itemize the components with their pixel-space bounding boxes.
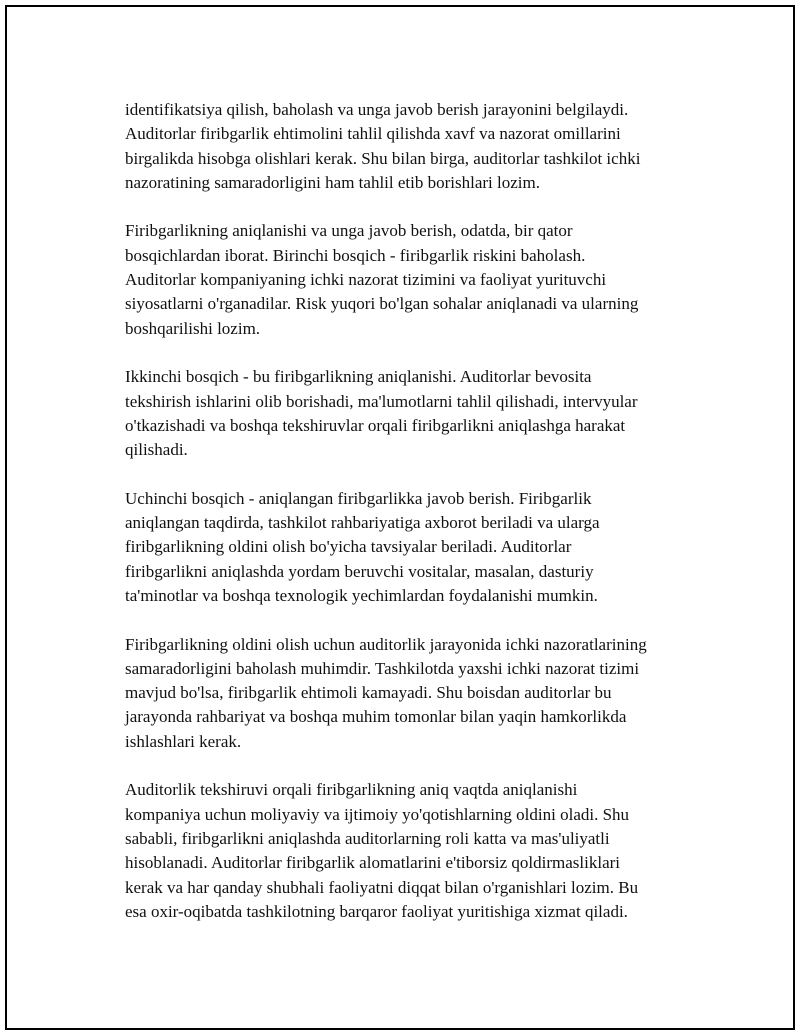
paragraph-1 (125, 98, 697, 195)
text-line: firibgarlikni aniqlashda yordam beruvchi vositalar, masalan, dasturiy (125, 561, 594, 581)
text-line: hisoblanadi. Auditorlar firibgarlik alomatlarini e'tiborsiz qoldirmasliklari (125, 853, 621, 873)
text-line: boshqarilishi lozim. (125, 318, 261, 338)
text-line: Uchinchi bosqich - aniqlangan firibgarlikka javob berish. Firibgarlik (125, 488, 592, 508)
text-line: Ikkinchi bosqich - bu firibgarlikning aniqlanishi. Auditorlar bevosita (125, 367, 592, 387)
paragraph-2 (125, 219, 697, 340)
text-line: Auditorlar kompaniyaning ichki nazorat tizimini va faoliyat yurituvchi (125, 270, 607, 290)
paragraph-4 (125, 487, 697, 608)
text-line: nazoratining samaradorligini ham tahlil etib borishlari lozim. (125, 172, 540, 192)
paragraph-5 (125, 633, 697, 754)
text-line: identifikatsiya qilish, baholash va unga javob berish jarayonini belgilaydi. (125, 100, 629, 119)
page-border (5, 5, 795, 1030)
paragraph-3 (125, 365, 697, 462)
text-line: tekshirish ishlarini olib borishadi, ma'lumotlarni tahlil qilishadi, intervyular (125, 391, 638, 411)
paragraph-6 (125, 778, 697, 924)
text-line: aniqlangan taqdirda, tashkilot rahbariyatiga axborot beriladi va ularga (125, 513, 600, 533)
text-line: birgalikda hisobga olishlari kerak. Shu bilan birga, auditorlar tashkilot ichki (125, 148, 641, 168)
text-line: kompaniya uchun moliyaviy va ijtimoiy yo'qotishlarning oldini oladi. Shu (125, 804, 630, 824)
text-line: Auditorlar firibgarlik ehtimolini tahlil qilishda xavf va nazorat omillarini (125, 124, 621, 144)
text-line: Firibgarlikning aniqlanishi va unga javob berish, odatda, bir qator (125, 221, 573, 241)
text-line: firibgarlikning oldini olish bo'yicha tavsiyalar beriladi. Auditorlar (125, 537, 572, 557)
text-line: mavjud bo'lsa, firibgarlik ehtimoli kamayadi. Shu boisdan auditorlar bu (125, 683, 612, 703)
document-body (125, 98, 697, 948)
text-line: qilishadi. (125, 440, 188, 460)
text-line: kerak va har qanday shubhali faoliyatni diqqat bilan o'rganishlari lozim. Bu (125, 877, 639, 897)
text-line: esa oxir-oqibatda tashkilotning barqaror faoliyat yuritishiga xizmat qiladi. (125, 901, 628, 921)
text-line: bosqichlardan iborat. Birinchi bosqich - firibgarlik riskini baholash. (125, 245, 586, 265)
text-line: siyosatlarni o'rganadilar. Risk yuqori bo'lgan sohalar aniqlanadi va ularning (125, 294, 639, 314)
text-line: samaradorligini baholash muhimdir. Tashkilotda yaxshi ichki nazorat tizimi (125, 658, 640, 678)
text-line: o'tkazishadi va boshqa tekshiruvlar orqali firibgarlikni aniqlashga harakat (125, 415, 626, 435)
text-line: sababli, firibgarlikni aniqlashda auditorlarning roli katta va mas'uliyatli (125, 828, 610, 848)
text-line: ishlashlari kerak. (125, 731, 242, 751)
text-line: Auditorlik tekshiruvi orqali firibgarlikning aniq vaqtda aniqlanishi (125, 780, 578, 800)
text-line: Firibgarlikning oldini olish uchun auditorlik jarayonida ichki nazoratlarining (125, 634, 647, 654)
text-line: ta'minotlar va boshqa texnologik yechimlardan foydalanishi mumkin. (125, 585, 598, 605)
text-line: jarayonda rahbariyat va boshqa muhim tomonlar bilan yaqin hamkorlikda (125, 707, 627, 727)
